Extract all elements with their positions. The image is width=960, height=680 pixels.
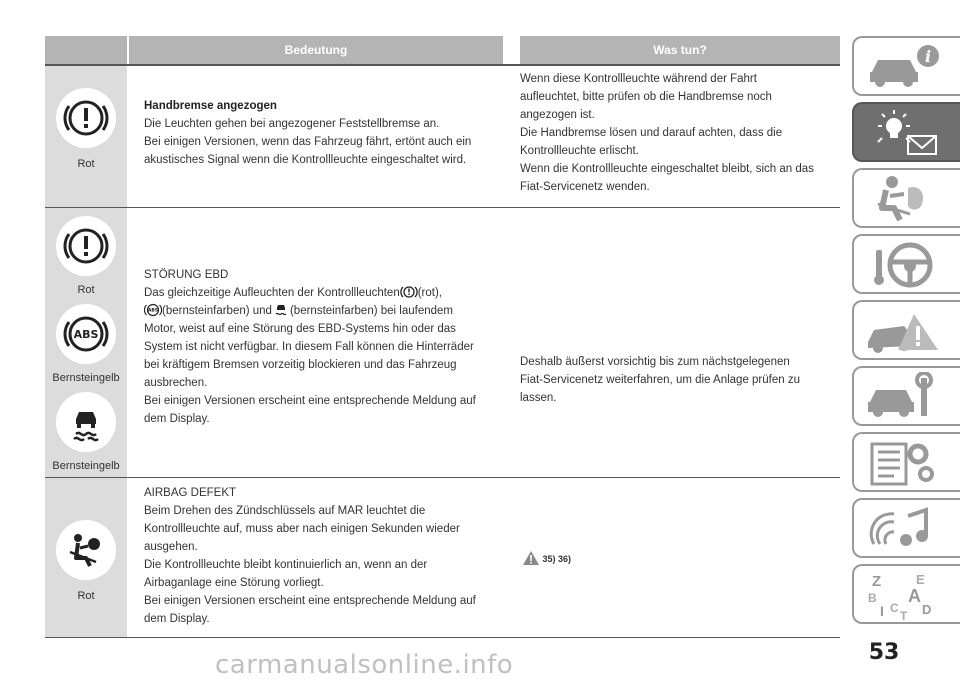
meaning-text <box>144 484 514 628</box>
header-action: Was tun? <box>520 36 840 64</box>
tab-technical-data[interactable] <box>852 432 960 492</box>
meaning-line: Beim Drehen des Zündschlüssels auf MAR leuchtet die <box>144 505 426 517</box>
page-number: 53 <box>868 640 900 665</box>
stability-control-icon <box>272 302 290 318</box>
svg-text:ABS: ABS <box>147 308 159 314</box>
table-row-handbrake <box>45 66 840 208</box>
warning-light-message-icon <box>864 108 944 158</box>
tab-safety[interactable] <box>852 168 960 228</box>
seat-airbag-icon <box>864 174 944 224</box>
header-icon-cell <box>45 36 127 64</box>
action-line: Fiat-Servicenetz wenden. <box>520 181 650 193</box>
meaning-text <box>144 97 514 169</box>
meaning-line: akustisches Signal wenn die Kontrollleuchte eingeschaltet wird. <box>144 154 467 166</box>
meaning-line: Bei einigen Versionen, wenn das Fahrzeug fährt, ertönt auch ein <box>144 136 472 148</box>
lamp-color-label: Rot <box>77 158 95 170</box>
meaning-line <box>144 302 514 320</box>
action-ref-text: 35) 36) <box>542 554 572 564</box>
action-line: Wenn die Kontrollleuchte eingeschaltet bleibt, sich an das <box>520 163 814 175</box>
index-letter: B <box>868 591 877 605</box>
svg-text:i: i <box>924 47 932 66</box>
tab-index[interactable] <box>852 564 960 624</box>
meaning-title: Handbremse angezogen <box>144 100 277 112</box>
index-letter: I <box>880 603 884 619</box>
lamp-color-label: Bernsteingelb <box>52 372 120 384</box>
lamp-color-label: Rot <box>77 590 95 602</box>
index-letter: Z <box>872 573 882 590</box>
meaning-title: AIRBAG DEFEKT <box>144 487 237 499</box>
table-row-airbag <box>45 478 840 638</box>
action-line: Wenn diese Kontrollleuchte während der Fahrt <box>520 73 757 85</box>
tab-maintenance[interactable] <box>852 366 960 426</box>
tab-warning-lights[interactable] <box>852 102 960 162</box>
action-line: Deshalb äußerst vorsichtig bis zum nächstgelegenen <box>520 356 790 368</box>
meaning-line: Motor, weist auf eine Störung des EBD-Systems hin oder das <box>144 323 456 335</box>
index-letters-icon <box>864 570 944 620</box>
meaning-line: Airbaganlage eine Störung vorliegt. <box>144 577 324 589</box>
car-info-icon <box>864 42 944 92</box>
action-line: Fiat-Servicenetz weiterfahren, um die Anlage prüfen zu <box>520 374 800 386</box>
header-meaning: Bedeutung <box>129 36 503 64</box>
meaning-text-part: (bernsteinfarben) und <box>162 305 272 317</box>
meaning-text-part: Das gleichzeitige Aufleuchten der Kontrollleuchten <box>144 287 400 299</box>
multimedia-icon <box>864 504 944 554</box>
abs-icon <box>144 302 162 318</box>
warning-triangle-icon <box>522 550 540 566</box>
meaning-text-part: (bernsteinfarben) bei laufendem <box>289 305 453 317</box>
tab-car-info[interactable] <box>852 36 960 96</box>
action-line: Kontrollleuchte erlischt. <box>520 145 639 157</box>
icon-cell <box>45 208 127 478</box>
icon-cell <box>45 478 127 638</box>
action-line: lassen. <box>520 392 557 404</box>
car-service-icon <box>864 372 944 422</box>
icon-cell <box>45 66 127 208</box>
action-ref <box>522 550 642 568</box>
stability-control-icon <box>56 392 116 452</box>
action-text <box>520 353 840 407</box>
meaning-line <box>144 284 514 302</box>
brake-warning-icon <box>56 216 116 276</box>
index-letter: D <box>922 602 932 617</box>
meaning-line: ausgehen. <box>144 541 198 553</box>
meaning-text-part: (rot), <box>417 287 442 299</box>
tab-emergency[interactable] <box>852 300 960 360</box>
index-letter: T <box>900 609 908 620</box>
action-line: Die Handbremse lösen und darauf achten, dass die <box>520 127 783 139</box>
meaning-line: Die Kontrollleuchte bleibt kontinuierlich an, wenn an der <box>144 559 428 571</box>
abs-icon <box>56 304 116 364</box>
lamp-color-label: Rot <box>77 284 95 296</box>
meaning-line: Bei einigen Versionen erscheint eine entsprechende Meldung auf <box>144 395 476 407</box>
car-crash-icon <box>864 306 944 356</box>
index-letter: A <box>908 586 921 606</box>
action-line: angezogen ist. <box>520 109 595 121</box>
action-text <box>520 70 840 196</box>
brake-warning-icon <box>400 284 418 300</box>
lamp-color-label: Bernsteingelb <box>52 460 120 472</box>
tab-multimedia[interactable] <box>852 498 960 558</box>
table-row-ebd <box>45 208 840 478</box>
svg-text:ABS: ABS <box>73 328 99 341</box>
airbag-icon <box>56 520 116 580</box>
brake-warning-icon <box>56 88 116 148</box>
tab-driving[interactable] <box>852 234 960 294</box>
meaning-line: Bei einigen Versionen erscheint eine entsprechende Meldung auf <box>144 595 476 607</box>
meaning-line: System ist nicht verfügbar. In diesem Fall können die Hinterräder <box>144 341 474 353</box>
meaning-line: dem Display. <box>144 413 210 425</box>
table-header <box>45 36 840 64</box>
index-letter: E <box>916 572 925 587</box>
meaning-text <box>144 266 514 428</box>
meaning-line: Kontrollleuchte auf, muss aber nach einigen Sekunden wieder <box>144 523 460 535</box>
watermark: carmanualsonline.info <box>215 650 514 680</box>
steering-wheel-icon <box>864 240 944 290</box>
meaning-line: Die Leuchten gehen bei angezogener Feststellbremse an. <box>144 118 440 130</box>
index-letter: C <box>890 601 899 615</box>
row-divider <box>45 637 840 638</box>
meaning-title: STÖRUNG EBD <box>144 269 229 281</box>
meaning-line: ausbrechen. <box>144 377 208 389</box>
specs-gear-icon <box>864 438 944 488</box>
meaning-line: dem Display. <box>144 613 210 625</box>
meaning-line: bei kräftigem Bremsen vorzeitig blockieren und das Fahrzeug <box>144 359 457 371</box>
action-line: aufleuchtet, bitte prüfen ob die Handbremse noch <box>520 91 772 103</box>
